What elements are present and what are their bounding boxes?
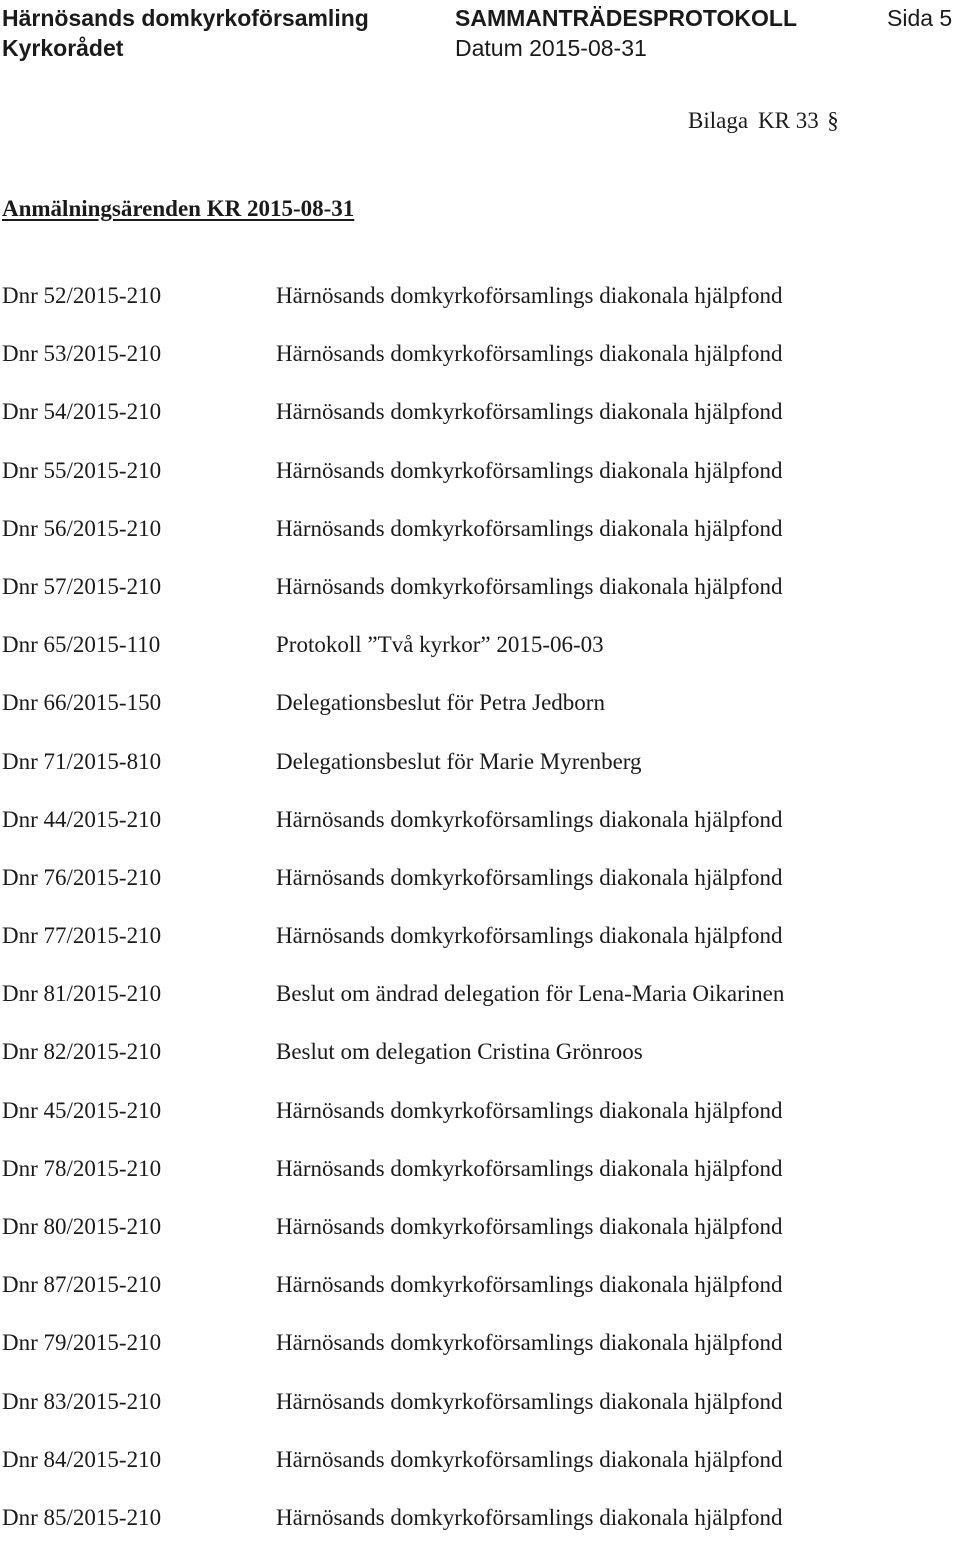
section-heading: Anmälningsärenden KR 2015-08-31 — [2, 196, 355, 221]
case-subject: Delegationsbeslut för Petra Jedborn — [276, 690, 605, 716]
diary-number: Dnr 65/2015-110 — [2, 632, 161, 658]
diary-number: Dnr 77/2015-210 — [2, 923, 162, 949]
diary-number: Dnr 45/2015-210 — [2, 1097, 162, 1123]
diary-number: Dnr 83/2015-210 — [2, 1388, 162, 1414]
case-subject: Härnösands domkyrkoförsamlings diakonala hjälpfond — [276, 341, 783, 367]
document-type: SAMMANTRÄDESPROTOKOLL — [455, 5, 798, 31]
diary-number: Dnr 82/2015-210 — [2, 1039, 162, 1065]
case-subject: Härnösands domkyrkoförsamlings diakonala hjälpfond — [276, 1330, 783, 1356]
organization-name: Härnösands domkyrkoförsamling — [2, 5, 369, 31]
case-subject: Beslut om ändrad delegation för Lena-Maria Oikarinen — [276, 981, 785, 1007]
attachment-reference — [688, 106, 839, 136]
diary-number: Dnr 55/2015-210 — [2, 457, 162, 483]
case-subject: Härnösands domkyrkoförsamlings diakonala hjälpfond — [276, 457, 783, 483]
diary-number: Dnr 71/2015-810 — [2, 748, 162, 774]
case-subject: Härnösands domkyrkoförsamlings diakonala hjälpfond — [276, 283, 783, 308]
diary-number: Dnr 79/2015-210 — [2, 1330, 162, 1356]
case-subject: Härnösands domkyrkoförsamlings diakonala hjälpfond — [276, 1446, 783, 1472]
diary-number: Dnr 66/2015-150 — [2, 690, 162, 716]
diary-number: Dnr 52/2015-210 — [2, 283, 162, 308]
case-subject: Härnösands domkyrkoförsamlings diakonala hjälpfond — [276, 864, 783, 890]
case-subject: Härnösands domkyrkoförsamlings diakonala hjälpfond — [276, 1155, 783, 1181]
case-subject: Härnösands domkyrkoförsamlings diakonala hjälpfond — [276, 1097, 783, 1123]
case-subject: Härnösands domkyrkoförsamlings diakonala hjälpfond — [276, 1388, 783, 1414]
page-number: Sida 5 — [887, 5, 953, 31]
diary-number: Dnr 87/2015-210 — [2, 1272, 162, 1298]
attachment-code: KR 33 — [758, 108, 819, 133]
diary-number: Dnr 80/2015-210 — [2, 1214, 162, 1239]
meeting-date: Datum 2015-08-31 — [455, 35, 647, 61]
case-subject: Härnösands domkyrkoförsamlings diakonala hjälpfond — [276, 923, 783, 949]
diary-number: Dnr 54/2015-210 — [2, 399, 162, 425]
diary-number: Dnr 84/2015-210 — [2, 1446, 162, 1472]
case-subject: Beslut om delegation Cristina Grönroos — [276, 1039, 643, 1065]
diary-number: Dnr 81/2015-210 — [2, 981, 162, 1007]
case-subject: Härnösands domkyrkoförsamlings diakonala hjälpfond — [276, 1504, 783, 1530]
diary-number: Dnr 56/2015-210 — [2, 515, 162, 541]
board-name: Kyrkorådet — [2, 35, 124, 61]
diary-number: Dnr 76/2015-210 — [2, 864, 162, 890]
diary-number: Dnr 78/2015-210 — [2, 1155, 162, 1181]
case-subject: Härnösands domkyrkoförsamlings diakonala hjälpfond — [276, 1214, 783, 1239]
case-subject: Härnösands domkyrkoförsamlings diakonala hjälpfond — [276, 573, 783, 599]
case-subject: Härnösands domkyrkoförsamlings diakonala hjälpfond — [276, 806, 783, 832]
diary-number: Dnr 44/2015-210 — [2, 806, 162, 832]
attachment-label: Bilaga — [688, 108, 749, 133]
case-subject: Härnösands domkyrkoförsamlings diakonala hjälpfond — [276, 399, 783, 425]
case-subject: Delegationsbeslut för Marie Myrenberg — [276, 748, 642, 774]
case-subject: Härnösands domkyrkoförsamlings diakonala hjälpfond — [276, 515, 783, 541]
diary-number: Dnr 53/2015-210 — [2, 341, 162, 367]
diary-number: Dnr 85/2015-210 — [2, 1504, 162, 1530]
diary-number: Dnr 57/2015-210 — [2, 573, 162, 599]
case-subject: Protokoll ”Två kyrkor” 2015-06-03 — [276, 632, 604, 658]
case-subject: Härnösands domkyrkoförsamlings diakonala hjälpfond — [276, 1272, 783, 1298]
paragraph-mark: § — [827, 108, 839, 133]
